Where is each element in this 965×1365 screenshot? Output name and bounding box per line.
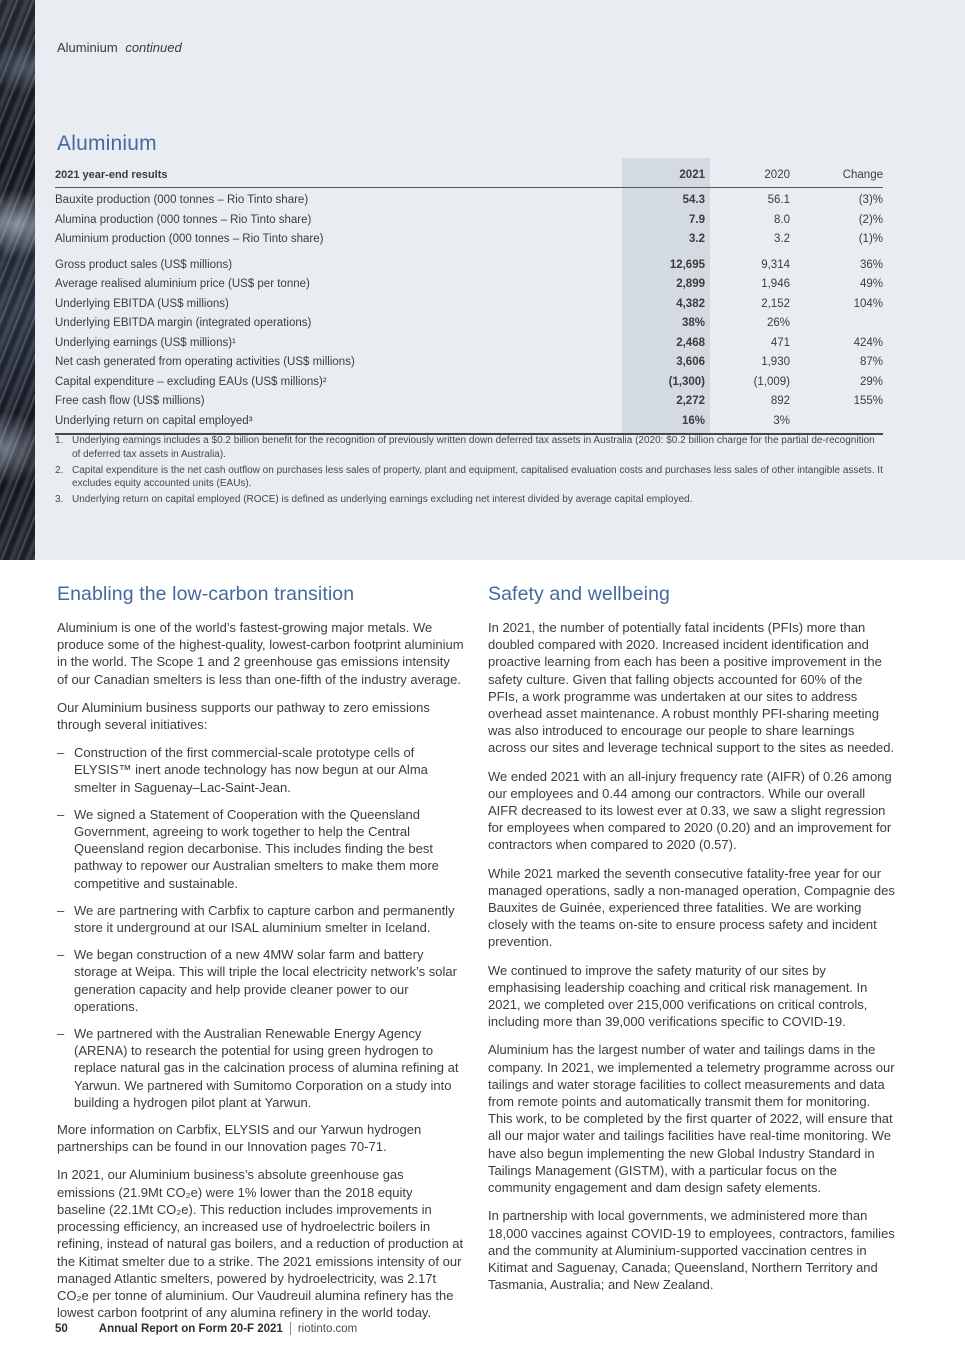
- value-2021: 3,606: [622, 353, 710, 373]
- value-2020: 3%: [710, 412, 790, 434]
- row-label: Average realised aluminium price (US$ per tonne): [55, 278, 310, 290]
- value-2020: 892: [770, 395, 790, 407]
- row-label: Underlying earnings (US$ millions)¹: [55, 336, 236, 349]
- value-change: (1)%: [858, 233, 883, 245]
- paragraph: We ended 2021 with an all-injury frequency rate (AIFR) of 0.26 among our employees and 0.44 among our contractors. While our overall AIFR decreased to its lowest ever at 0.33, we saw a slight regression for employees when compared to 2020 (0.20) and an improvement for contractors when compared to 2020 (0.57).: [488, 768, 892, 853]
- value-2021: (1,300): [622, 373, 710, 393]
- aluminium-texture-photo: [0, 0, 35, 560]
- page-footer: [55, 1322, 357, 1335]
- value-2020: 2,152: [761, 297, 790, 310]
- table-row: [55, 412, 883, 434]
- paragraph: We continued to improve the safety maturity of our sites by emphasising leadership coaching and critical risk management. In 2021, we completed over 215,000 verifications on critical controls, including more than 39,000 verifications specific to COVID-19.: [488, 962, 868, 1030]
- paragraph: Aluminium has the largest number of water and tailings dams in the company. In 2021, we implemented a telemetry programme across our tailings and water storage facilities to collect measurements and data from remote points and automatically transmit them for monitoring. This work, to be completed by the first quarter of 2022, will ensure that all our major water and tailings facilities have real-time monitoring. We have also begun implementing the new Global Industry Standard in Tailings Management (GISTM), with a particular focus on the community engagement and dam design safety elements.: [488, 1042, 895, 1196]
- value-change: [790, 412, 883, 434]
- row-label: Underlying EBITDA (US$ millions): [55, 297, 229, 310]
- table-header-row: [55, 158, 883, 188]
- value-2020: 3.2: [774, 233, 790, 245]
- value-change: (2)%: [858, 213, 883, 226]
- running-header: [57, 40, 182, 55]
- footnote-text: Underlying return on capital employed (ROCE) is defined as underlying earnings excluding net interest divided by average capital employed.: [72, 494, 693, 505]
- value-2020: 8.0: [774, 213, 790, 226]
- safety-heading: Safety and wellbeing: [488, 583, 670, 605]
- page-number: 50: [55, 1322, 68, 1335]
- value-change: 104%: [853, 297, 883, 310]
- value-2021: 3.2: [622, 230, 710, 250]
- column-header-change: Change: [790, 158, 883, 188]
- low-carbon-heading: Enabling the low-carbon transition: [57, 583, 355, 605]
- value-change: 155%: [853, 395, 883, 407]
- row-label: Underlying EBITDA margin (integrated operations): [55, 317, 312, 329]
- value-change: 29%: [859, 375, 883, 388]
- value-change: 424%: [853, 336, 883, 349]
- value-change: [790, 314, 883, 334]
- paragraph: In 2021, our Aluminium business’s absolute greenhouse gas emissions (21.9Mt CO₂e) were 1% lower than the 2018 equity baseline (22.1Mt CO₂e). This reduction includes improvements in processing efficiency, an increased use of hydroelectric boilers in refining, instead of natural gas boilers, and a reduction of production at the Kitimat smelter due to a strike. The 2021 emissions intensity of our managed Atlantic smelters, powered by hydroelectricity, was 2.17t CO₂e per tonne of aluminium. Our Vaudreuil alumina refinery has the lowest carbon footprint of any alumina refinery in the world today.: [57, 1167, 464, 1321]
- footer-divider: [290, 1322, 291, 1335]
- table-row: [55, 373, 883, 393]
- value-2020: (1,009): [753, 375, 790, 388]
- row-label: Underlying return on capital employed³: [55, 412, 622, 434]
- list-item: – We began construction of a new 4MW solar farm and battery storage at Weipa. This will triple the local electricity network’s solar generation capacity and help provide cleaner power to our operations.: [57, 946, 464, 1015]
- website-text: riotinto.com: [297, 1322, 358, 1335]
- value-2021: 12,695: [622, 250, 710, 276]
- paragraph: Aluminium is one of the world’s fastest-growing major metals. We produce some of the highest-quality, lowest-carbon footprint aluminium in the world. The Scope 1 and 2 greenhouse gas emissions intensity of our Canadian smelters is less than one-fifth of the industry average.: [57, 620, 464, 687]
- summary-band: [0, 0, 965, 560]
- running-header-section: Aluminium: [57, 40, 118, 55]
- paragraph: Our Aluminium business supports our pathway to zero emissions through several initiatives:: [57, 699, 430, 733]
- running-header-continued: continued: [125, 40, 182, 55]
- page-title: Aluminium: [57, 132, 157, 155]
- row-label: Aluminium production (000 tonnes – Rio Tinto share): [55, 233, 324, 245]
- value-change: (3)%: [858, 194, 883, 206]
- table-row: [55, 250, 883, 276]
- value-2021: 38%: [622, 314, 710, 334]
- footnote-text: Capital expenditure is the net cash outflow on purchases less sales of property, plant and equipment, capitalised evaluation costs and purchases less sales of other intangible assets. It excludes equity accounted units (EAUs).: [72, 464, 883, 489]
- value-2020: 26%: [766, 317, 790, 329]
- row-label: Bauxite production (000 tonnes – Rio Tinto share): [55, 194, 309, 206]
- footnote: [55, 464, 885, 491]
- list-item: – We signed a Statement of Cooperation with the Queensland Government, agreeing to work together to help the Central Queensland region decarbonise. This includes finding the best pathway to repower our Australian smelters to make them more competitive and sustainable.: [57, 806, 464, 892]
- paragraph: While 2021 marked the seventh consecutive fatality-free year for our managed operations, sadly a non-managed operation, Compagnie des Bauxites de Guinée, experienced three fatalities. We are working closely with the teams on-site to ensure process safety and incident prevention.: [488, 865, 895, 950]
- table-row: [55, 211, 883, 231]
- paragraph: In 2021, the number of potentially fatal incidents (PFIs) more than doubled compared with 2020. Increased incident identification and proactive learning from each has been a positive improvement in the safety culture. Given that falling objects accounted for 60% of the PFIs, a work programme was undertaken at our sites to address overhead asset maintenance. A robust monthly PFI-sharing meeting was also introduced to encourage our people to share learnings across our sites and leverage technical support to the sites as needed.: [488, 620, 895, 756]
- footnote-number: 1.: [55, 435, 64, 446]
- footnote: [55, 434, 885, 461]
- value-2021: 7.9: [622, 211, 710, 231]
- paragraph: More information on Carbfix, ELYSIS and our Yarwun hydrogen partnerships can be found in our Innovation pages 70-71.: [57, 1122, 422, 1155]
- safety-section: [488, 583, 895, 1332]
- value-change: 36%: [859, 258, 883, 271]
- column-header-2021: 2021: [622, 158, 710, 188]
- value-2021: 16%: [622, 412, 710, 434]
- year-end-results-table: [55, 158, 883, 435]
- table-row: [55, 295, 883, 315]
- footnotes: [55, 434, 885, 509]
- row-label: Net cash generated from operating activities (US$ millions): [55, 356, 355, 368]
- initiatives-list: [57, 744, 464, 1111]
- low-carbon-section: [57, 583, 464, 1332]
- table-row: [55, 188, 883, 211]
- table-row: [55, 392, 883, 412]
- value-2020: 1,930: [761, 356, 790, 368]
- list-item: – Construction of the first commercial-scale prototype cells of ELYSIS™ inert anode technology has now begun at our Alma smelter in Saguenay–Lac-Saint-Jean.: [57, 744, 464, 796]
- value-2021: 4,382: [622, 295, 710, 315]
- body-columns: [57, 583, 895, 1332]
- row-label: Alumina production (000 tonnes – Rio Tinto share): [55, 213, 312, 226]
- value-2021: 2,468: [622, 334, 710, 354]
- row-label: Free cash flow (US$ millions): [55, 395, 205, 407]
- paragraph: In partnership with local governments, we administered more than 18,000 vaccines against COVID-19 to employees, contractors, families and the community at Aluminium-supported vaccination centres in Kitimat and Saguenay, Canada; Queensland, Northern Territory and Tasmania, Australia; and New Zealand.: [488, 1208, 895, 1293]
- value-2021: 2,899: [622, 275, 710, 295]
- value-2021: 2,272: [622, 392, 710, 412]
- row-label: Gross product sales (US$ millions): [55, 258, 233, 271]
- value-2021: 54.3: [622, 188, 710, 211]
- table-row: [55, 314, 883, 334]
- table-row: [55, 275, 883, 295]
- list-item: – We partnered with the Australian Renewable Energy Agency (ARENA) to research the potential for using green hydrogen to replace natural gas in the calcination process of alumina refining at Yarwun. We partnered with Sumitomo Corporation on a study into building a hydrogen pilot plant at Yarwun.: [57, 1025, 464, 1111]
- report-title: Annual Report on Form 20-F 2021: [98, 1322, 283, 1335]
- footnote-number: 2.: [55, 464, 64, 476]
- row-label: Capital expenditure – excluding EAUs (US$ millions)²: [55, 375, 327, 388]
- value-2020: 56.1: [767, 194, 790, 206]
- table-row: [55, 230, 883, 250]
- footnote: [55, 493, 885, 507]
- table-caption: 2021 year-end results: [55, 158, 622, 188]
- value-change: 87%: [859, 356, 883, 368]
- footnote-number: 3.: [55, 494, 64, 505]
- value-change: 49%: [859, 278, 883, 290]
- value-2020: 471: [770, 336, 790, 349]
- column-header-2020: 2020: [710, 158, 790, 188]
- table-row: [55, 334, 883, 354]
- list-item: – We are partnering with Carbfix to capture carbon and permanently store it underground at our ISAL aluminium smelter in Iceland.: [57, 902, 464, 936]
- footnote-text: Underlying earnings includes a $0.2 billion benefit for the recognition of previously written down deferred tax assets in Australia (2020: $0.2 billion charge for the partial de-recognition of deferred tax assets in Australia).: [72, 435, 875, 460]
- table-row: [55, 353, 883, 373]
- value-2020: 1,946: [761, 278, 790, 290]
- value-2020: 9,314: [761, 258, 790, 271]
